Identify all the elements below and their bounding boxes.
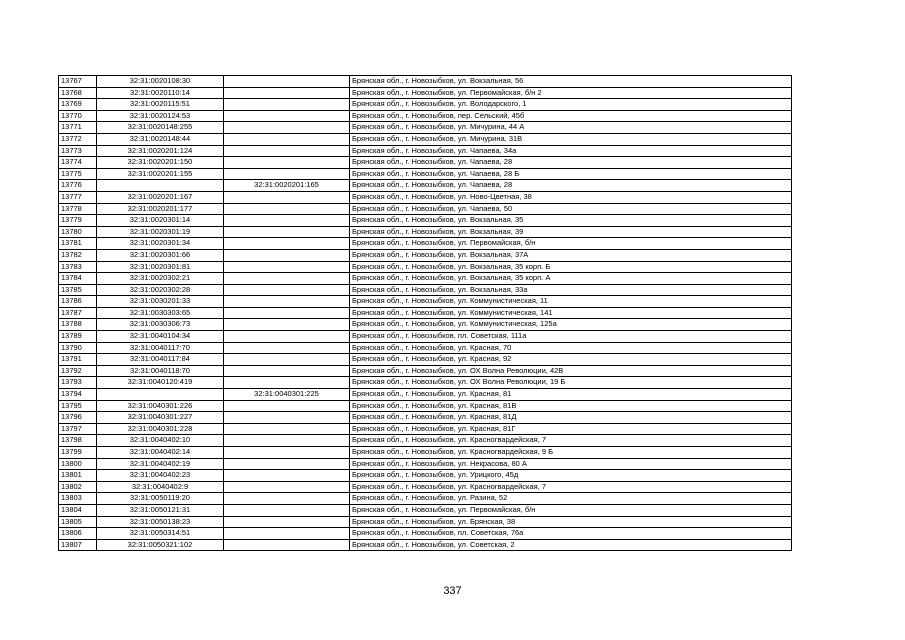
row-number-cell: 13785 bbox=[59, 284, 97, 296]
cadastral-number-cell: 32:31:0020110:14 bbox=[97, 87, 224, 99]
cadastral-number-cell: 32:31:0040402:9 bbox=[97, 481, 224, 493]
table-body bbox=[59, 76, 792, 551]
address-cell: Брянская обл., г. Новозыбков, ул. Красногвардейская, 9 Б bbox=[350, 447, 792, 459]
cadastral-number-alt-cell bbox=[224, 145, 350, 157]
table-row bbox=[59, 110, 792, 122]
row-number-cell: 13789 bbox=[59, 331, 97, 343]
address-cell: Брянская обл., г. Новозыбков, ул. ОХ Волна Революции, 19 Б bbox=[350, 377, 792, 389]
address-cell: Брянская обл., г. Новозыбков, ул. Ново-Цветная, 38 bbox=[350, 191, 792, 203]
address-cell: Брянская обл., г. Новозыбков, ул. Первомайская, б/н 2 bbox=[350, 87, 792, 99]
row-number-cell: 13798 bbox=[59, 435, 97, 447]
cadastral-number-alt-cell bbox=[224, 191, 350, 203]
row-number-cell: 13783 bbox=[59, 261, 97, 273]
cadastral-number-cell: 32:31:0040402:10 bbox=[97, 435, 224, 447]
address-cell: Брянская обл., г. Новозыбков, ул. Вокзальная, 56 bbox=[350, 76, 792, 88]
row-number-cell: 13796 bbox=[59, 412, 97, 424]
cadastral-number-alt-cell bbox=[224, 331, 350, 343]
cadastral-number-cell: 32:31:0020201:167 bbox=[97, 191, 224, 203]
cadastral-number-cell: 32:31:0040120:419 bbox=[97, 377, 224, 389]
cadastral-number-cell: 32:31:0020301:14 bbox=[97, 215, 224, 227]
cadastral-number-alt-cell bbox=[224, 493, 350, 505]
cadastral-number-alt-cell bbox=[224, 238, 350, 250]
row-number-cell: 13776 bbox=[59, 180, 97, 192]
table-row bbox=[59, 412, 792, 424]
cadastral-number-alt-cell: 32:31:0040301:225 bbox=[224, 389, 350, 401]
table-row bbox=[59, 133, 792, 145]
address-cell: Брянская обл., г. Новозыбков, ул. Вокзальная, 39 bbox=[350, 226, 792, 238]
address-cell: Брянская обл., г. Новозыбков, ул. Вокзальная, 35 bbox=[350, 215, 792, 227]
address-cell: Брянская обл., г. Новозыбков, ул. Чапаева, 28 Б bbox=[350, 168, 792, 180]
address-cell: Брянская обл., г. Новозыбков, ул. Красногвардейская, 7 bbox=[350, 481, 792, 493]
cadastral-number-cell: 32:31:0040301:228 bbox=[97, 423, 224, 435]
row-number-cell: 13802 bbox=[59, 481, 97, 493]
table-row bbox=[59, 99, 792, 111]
address-cell: Брянская обл., г. Новозыбков, ул. Урицкого, 45д bbox=[350, 470, 792, 482]
table-row bbox=[59, 296, 792, 308]
table-row bbox=[59, 481, 792, 493]
cadastral-number-cell: 32:31:0040117:84 bbox=[97, 354, 224, 366]
row-number-cell: 13768 bbox=[59, 87, 97, 99]
table-row bbox=[59, 331, 792, 343]
table-row bbox=[59, 447, 792, 459]
row-number-cell: 13800 bbox=[59, 458, 97, 470]
row-number-cell: 13779 bbox=[59, 215, 97, 227]
cadastral-number-cell: 32:31:0020301:81 bbox=[97, 261, 224, 273]
address-cell: Брянская обл., г. Новозыбков, пл. Советская, 76а bbox=[350, 528, 792, 540]
row-number-cell: 13804 bbox=[59, 504, 97, 516]
cadastral-number-alt-cell bbox=[224, 203, 350, 215]
cadastral-number-alt-cell bbox=[224, 423, 350, 435]
table-row bbox=[59, 76, 792, 88]
cadastral-number-cell: 32:31:0020302:21 bbox=[97, 273, 224, 285]
address-cell: Брянская обл., г. Новозыбков, ул. Чапаева, 28 bbox=[350, 180, 792, 192]
cadastral-number-cell: 32:31:0040118:70 bbox=[97, 365, 224, 377]
cadastral-number-alt-cell bbox=[224, 284, 350, 296]
row-number-cell: 13791 bbox=[59, 354, 97, 366]
page-number: 337 bbox=[443, 585, 462, 597]
cadastral-number-alt-cell bbox=[224, 447, 350, 459]
row-number-cell: 13767 bbox=[59, 76, 97, 88]
cadastral-number-alt-cell bbox=[224, 354, 350, 366]
cadastral-number-cell: 32:31:0020115:51 bbox=[97, 99, 224, 111]
property-registry-table bbox=[58, 75, 792, 551]
cadastral-number-alt-cell bbox=[224, 435, 350, 447]
cadastral-number-alt-cell bbox=[224, 342, 350, 354]
cadastral-number-cell: 32:31:0050119:20 bbox=[97, 493, 224, 505]
address-cell: Брянская обл., г. Новозыбков, ул. Красная, 70 bbox=[350, 342, 792, 354]
table-row bbox=[59, 377, 792, 389]
cadastral-number-cell: 32:31:0020148:255 bbox=[97, 122, 224, 134]
table-row bbox=[59, 191, 792, 203]
row-number-cell: 13773 bbox=[59, 145, 97, 157]
cadastral-number-cell: 32:31:0030201:33 bbox=[97, 296, 224, 308]
cadastral-number-alt-cell bbox=[224, 296, 350, 308]
address-cell: Брянская обл., г. Новозыбков, ул. Вокзальная, 33а bbox=[350, 284, 792, 296]
table-row bbox=[59, 435, 792, 447]
cadastral-number-alt-cell bbox=[224, 273, 350, 285]
address-cell: Брянская обл., г. Новозыбков, ул. Вокзальная, 37А bbox=[350, 249, 792, 261]
table-row bbox=[59, 249, 792, 261]
cadastral-number-alt-cell bbox=[224, 412, 350, 424]
cadastral-number-cell: 32:31:0040301:226 bbox=[97, 400, 224, 412]
cadastral-number-cell: 32:31:0040402:14 bbox=[97, 447, 224, 459]
cadastral-number-cell: 32:31:0040402:23 bbox=[97, 470, 224, 482]
cadastral-number-alt-cell bbox=[224, 76, 350, 88]
table-row bbox=[59, 365, 792, 377]
row-number-cell: 13799 bbox=[59, 447, 97, 459]
table-row bbox=[59, 423, 792, 435]
table-row bbox=[59, 458, 792, 470]
row-number-cell: 13803 bbox=[59, 493, 97, 505]
row-number-cell: 13806 bbox=[59, 528, 97, 540]
cadastral-number-cell: 32:31:0030306:73 bbox=[97, 319, 224, 331]
cadastral-number-cell: 32:31:0020201:124 bbox=[97, 145, 224, 157]
cadastral-number-cell: 32:31:0020201:155 bbox=[97, 168, 224, 180]
table-row bbox=[59, 238, 792, 250]
cadastral-number-alt-cell bbox=[224, 110, 350, 122]
cadastral-number-cell: 32:31:0020301:34 bbox=[97, 238, 224, 250]
table-row bbox=[59, 389, 792, 401]
cadastral-number-alt-cell bbox=[224, 377, 350, 389]
cadastral-number-alt-cell bbox=[224, 157, 350, 169]
address-cell: Брянская обл., г. Новозыбков, ул. Первомайская, б/н bbox=[350, 504, 792, 516]
cadastral-number-cell: 32:31:0020124:53 bbox=[97, 110, 224, 122]
cadastral-number-cell bbox=[97, 180, 224, 192]
cadastral-number-alt-cell bbox=[224, 87, 350, 99]
cadastral-number-cell: 32:31:0020302:28 bbox=[97, 284, 224, 296]
address-cell: Брянская обл., г. Новозыбков, ул. Мичурина, 31В bbox=[350, 133, 792, 145]
row-number-cell: 13781 bbox=[59, 238, 97, 250]
cadastral-number-cell: 32:31:0020148:44 bbox=[97, 133, 224, 145]
table-row bbox=[59, 504, 792, 516]
address-cell: Брянская обл., г. Новозыбков, ул. Красная, 92 bbox=[350, 354, 792, 366]
table-row bbox=[59, 261, 792, 273]
row-number-cell: 13807 bbox=[59, 539, 97, 551]
table-row bbox=[59, 539, 792, 551]
address-cell: Брянская обл., г. Новозыбков, ул. ОХ Волна Революции, 42В bbox=[350, 365, 792, 377]
table-row bbox=[59, 215, 792, 227]
cadastral-number-alt-cell bbox=[224, 168, 350, 180]
address-cell: Брянская обл., г. Новозыбков, пл. Советская, 111а bbox=[350, 331, 792, 343]
address-cell: Брянская обл., г. Новозыбков, ул. Красная, 81Д bbox=[350, 412, 792, 424]
address-cell: Брянская обл., г. Новозыбков, ул. Красногвардейская, 7 bbox=[350, 435, 792, 447]
cadastral-number-cell: 32:31:0020108:30 bbox=[97, 76, 224, 88]
row-number-cell: 13784 bbox=[59, 273, 97, 285]
cadastral-number-cell: 32:31:0040402:19 bbox=[97, 458, 224, 470]
cadastral-number-cell: 32:31:0050321:102 bbox=[97, 539, 224, 551]
row-number-cell: 13769 bbox=[59, 99, 97, 111]
row-number-cell: 13801 bbox=[59, 470, 97, 482]
address-cell: Брянская обл., г. Новозыбков, ул. Володарского, 1 bbox=[350, 99, 792, 111]
row-number-cell: 13775 bbox=[59, 168, 97, 180]
address-cell: Брянская обл., г. Новозыбков, пер. Сельский, 45б bbox=[350, 110, 792, 122]
cadastral-number-alt-cell bbox=[224, 319, 350, 331]
cadastral-number-alt-cell bbox=[224, 226, 350, 238]
cadastral-number-cell: 32:31:0040104:34 bbox=[97, 331, 224, 343]
address-cell: Брянская обл., г. Новозыбков, ул. Коммунистическая, 125а bbox=[350, 319, 792, 331]
cadastral-number-alt-cell bbox=[224, 261, 350, 273]
row-number-cell: 13772 bbox=[59, 133, 97, 145]
table-row bbox=[59, 400, 792, 412]
cadastral-number-alt-cell bbox=[224, 539, 350, 551]
table-row bbox=[59, 284, 792, 296]
table-row bbox=[59, 180, 792, 192]
address-cell: Брянская обл., г. Новозыбков, ул. Брянская, 38 bbox=[350, 516, 792, 528]
cadastral-number-alt-cell bbox=[224, 249, 350, 261]
row-number-cell: 13792 bbox=[59, 365, 97, 377]
cadastral-number-cell: 32:31:0020201:177 bbox=[97, 203, 224, 215]
cadastral-number-alt-cell bbox=[224, 481, 350, 493]
address-cell: Брянская обл., г. Новозыбков, ул. Чапаева, 50 bbox=[350, 203, 792, 215]
cadastral-number-alt-cell bbox=[224, 528, 350, 540]
row-number-cell: 13786 bbox=[59, 296, 97, 308]
table-row bbox=[59, 226, 792, 238]
cadastral-number-alt-cell bbox=[224, 215, 350, 227]
row-number-cell: 13797 bbox=[59, 423, 97, 435]
row-number-cell: 13778 bbox=[59, 203, 97, 215]
row-number-cell: 13770 bbox=[59, 110, 97, 122]
cadastral-number-cell: 32:31:0050314:51 bbox=[97, 528, 224, 540]
cadastral-number-alt-cell bbox=[224, 400, 350, 412]
address-cell: Брянская обл., г. Новозыбков, ул. Чапаева, 28 bbox=[350, 157, 792, 169]
address-cell: Брянская обл., г. Новозыбков, ул. Коммунистическая, 11 bbox=[350, 296, 792, 308]
cadastral-number-cell bbox=[97, 389, 224, 401]
address-cell: Брянская обл., г. Новозыбков, ул. Вокзальная, 35 корп. А bbox=[350, 273, 792, 285]
address-cell: Брянская обл., г. Новозыбков, ул. Красная, 81В bbox=[350, 400, 792, 412]
table-row bbox=[59, 470, 792, 482]
row-number-cell: 13774 bbox=[59, 157, 97, 169]
address-cell: Брянская обл., г. Новозыбков, ул. Советская, 2 bbox=[350, 539, 792, 551]
cadastral-number-alt-cell bbox=[224, 458, 350, 470]
address-cell: Брянская обл., г. Новозыбков, ул. Чапаева, 34а bbox=[350, 145, 792, 157]
cadastral-number-alt-cell bbox=[224, 307, 350, 319]
cadastral-number-alt-cell bbox=[224, 470, 350, 482]
address-cell: Брянская обл., г. Новозыбков, ул. Некрасова, 80 А bbox=[350, 458, 792, 470]
cadastral-number-cell: 32:31:0020201:150 bbox=[97, 157, 224, 169]
cadastral-number-cell: 32:31:0030303:65 bbox=[97, 307, 224, 319]
address-cell: Брянская обл., г. Новозыбков, ул. Первомайская, б/н bbox=[350, 238, 792, 250]
address-cell: Брянская обл., г. Новозыбков, ул. Вокзальная, 35 корп. Б bbox=[350, 261, 792, 273]
row-number-cell: 13771 bbox=[59, 122, 97, 134]
row-number-cell: 13795 bbox=[59, 400, 97, 412]
row-number-cell: 13788 bbox=[59, 319, 97, 331]
address-cell: Брянская обл., г. Новозыбков, ул. Красная, 81 bbox=[350, 389, 792, 401]
table-row bbox=[59, 528, 792, 540]
table-row bbox=[59, 319, 792, 331]
address-cell: Брянская обл., г. Новозыбков, ул. Красная, 81Г bbox=[350, 423, 792, 435]
row-number-cell: 13782 bbox=[59, 249, 97, 261]
row-number-cell: 13794 bbox=[59, 389, 97, 401]
cadastral-number-cell: 32:31:0050138:23 bbox=[97, 516, 224, 528]
row-number-cell: 13793 bbox=[59, 377, 97, 389]
row-number-cell: 13777 bbox=[59, 191, 97, 203]
cadastral-number-cell: 32:31:0050121:31 bbox=[97, 504, 224, 516]
table-row bbox=[59, 307, 792, 319]
row-number-cell: 13780 bbox=[59, 226, 97, 238]
cadastral-number-alt-cell bbox=[224, 122, 350, 134]
row-number-cell: 13787 bbox=[59, 307, 97, 319]
table-row bbox=[59, 342, 792, 354]
cadastral-number-alt-cell bbox=[224, 133, 350, 145]
table-row bbox=[59, 122, 792, 134]
table-row bbox=[59, 516, 792, 528]
cadastral-number-alt-cell bbox=[224, 516, 350, 528]
address-cell: Брянская обл., г. Новозыбков, ул. Разина, 52 bbox=[350, 493, 792, 505]
row-number-cell: 13790 bbox=[59, 342, 97, 354]
table-row bbox=[59, 203, 792, 215]
table-row bbox=[59, 87, 792, 99]
cadastral-number-alt-cell: 32:31:0020201:165 bbox=[224, 180, 350, 192]
table-row bbox=[59, 168, 792, 180]
table-row bbox=[59, 354, 792, 366]
address-cell: Брянская обл., г. Новозыбков, ул. Мичурина, 44 А bbox=[350, 122, 792, 134]
address-cell: Брянская обл., г. Новозыбков, ул. Коммунистическая, 141 bbox=[350, 307, 792, 319]
cadastral-number-alt-cell bbox=[224, 504, 350, 516]
table-row bbox=[59, 157, 792, 169]
cadastral-number-cell: 32:31:0040117:70 bbox=[97, 342, 224, 354]
cadastral-number-cell: 32:31:0020301:66 bbox=[97, 249, 224, 261]
table-row bbox=[59, 493, 792, 505]
row-number-cell: 13805 bbox=[59, 516, 97, 528]
table-row bbox=[59, 273, 792, 285]
cadastral-number-alt-cell bbox=[224, 365, 350, 377]
table-row bbox=[59, 145, 792, 157]
cadastral-number-cell: 32:31:0040301:227 bbox=[97, 412, 224, 424]
cadastral-number-cell: 32:31:0020301:19 bbox=[97, 226, 224, 238]
cadastral-number-alt-cell bbox=[224, 99, 350, 111]
